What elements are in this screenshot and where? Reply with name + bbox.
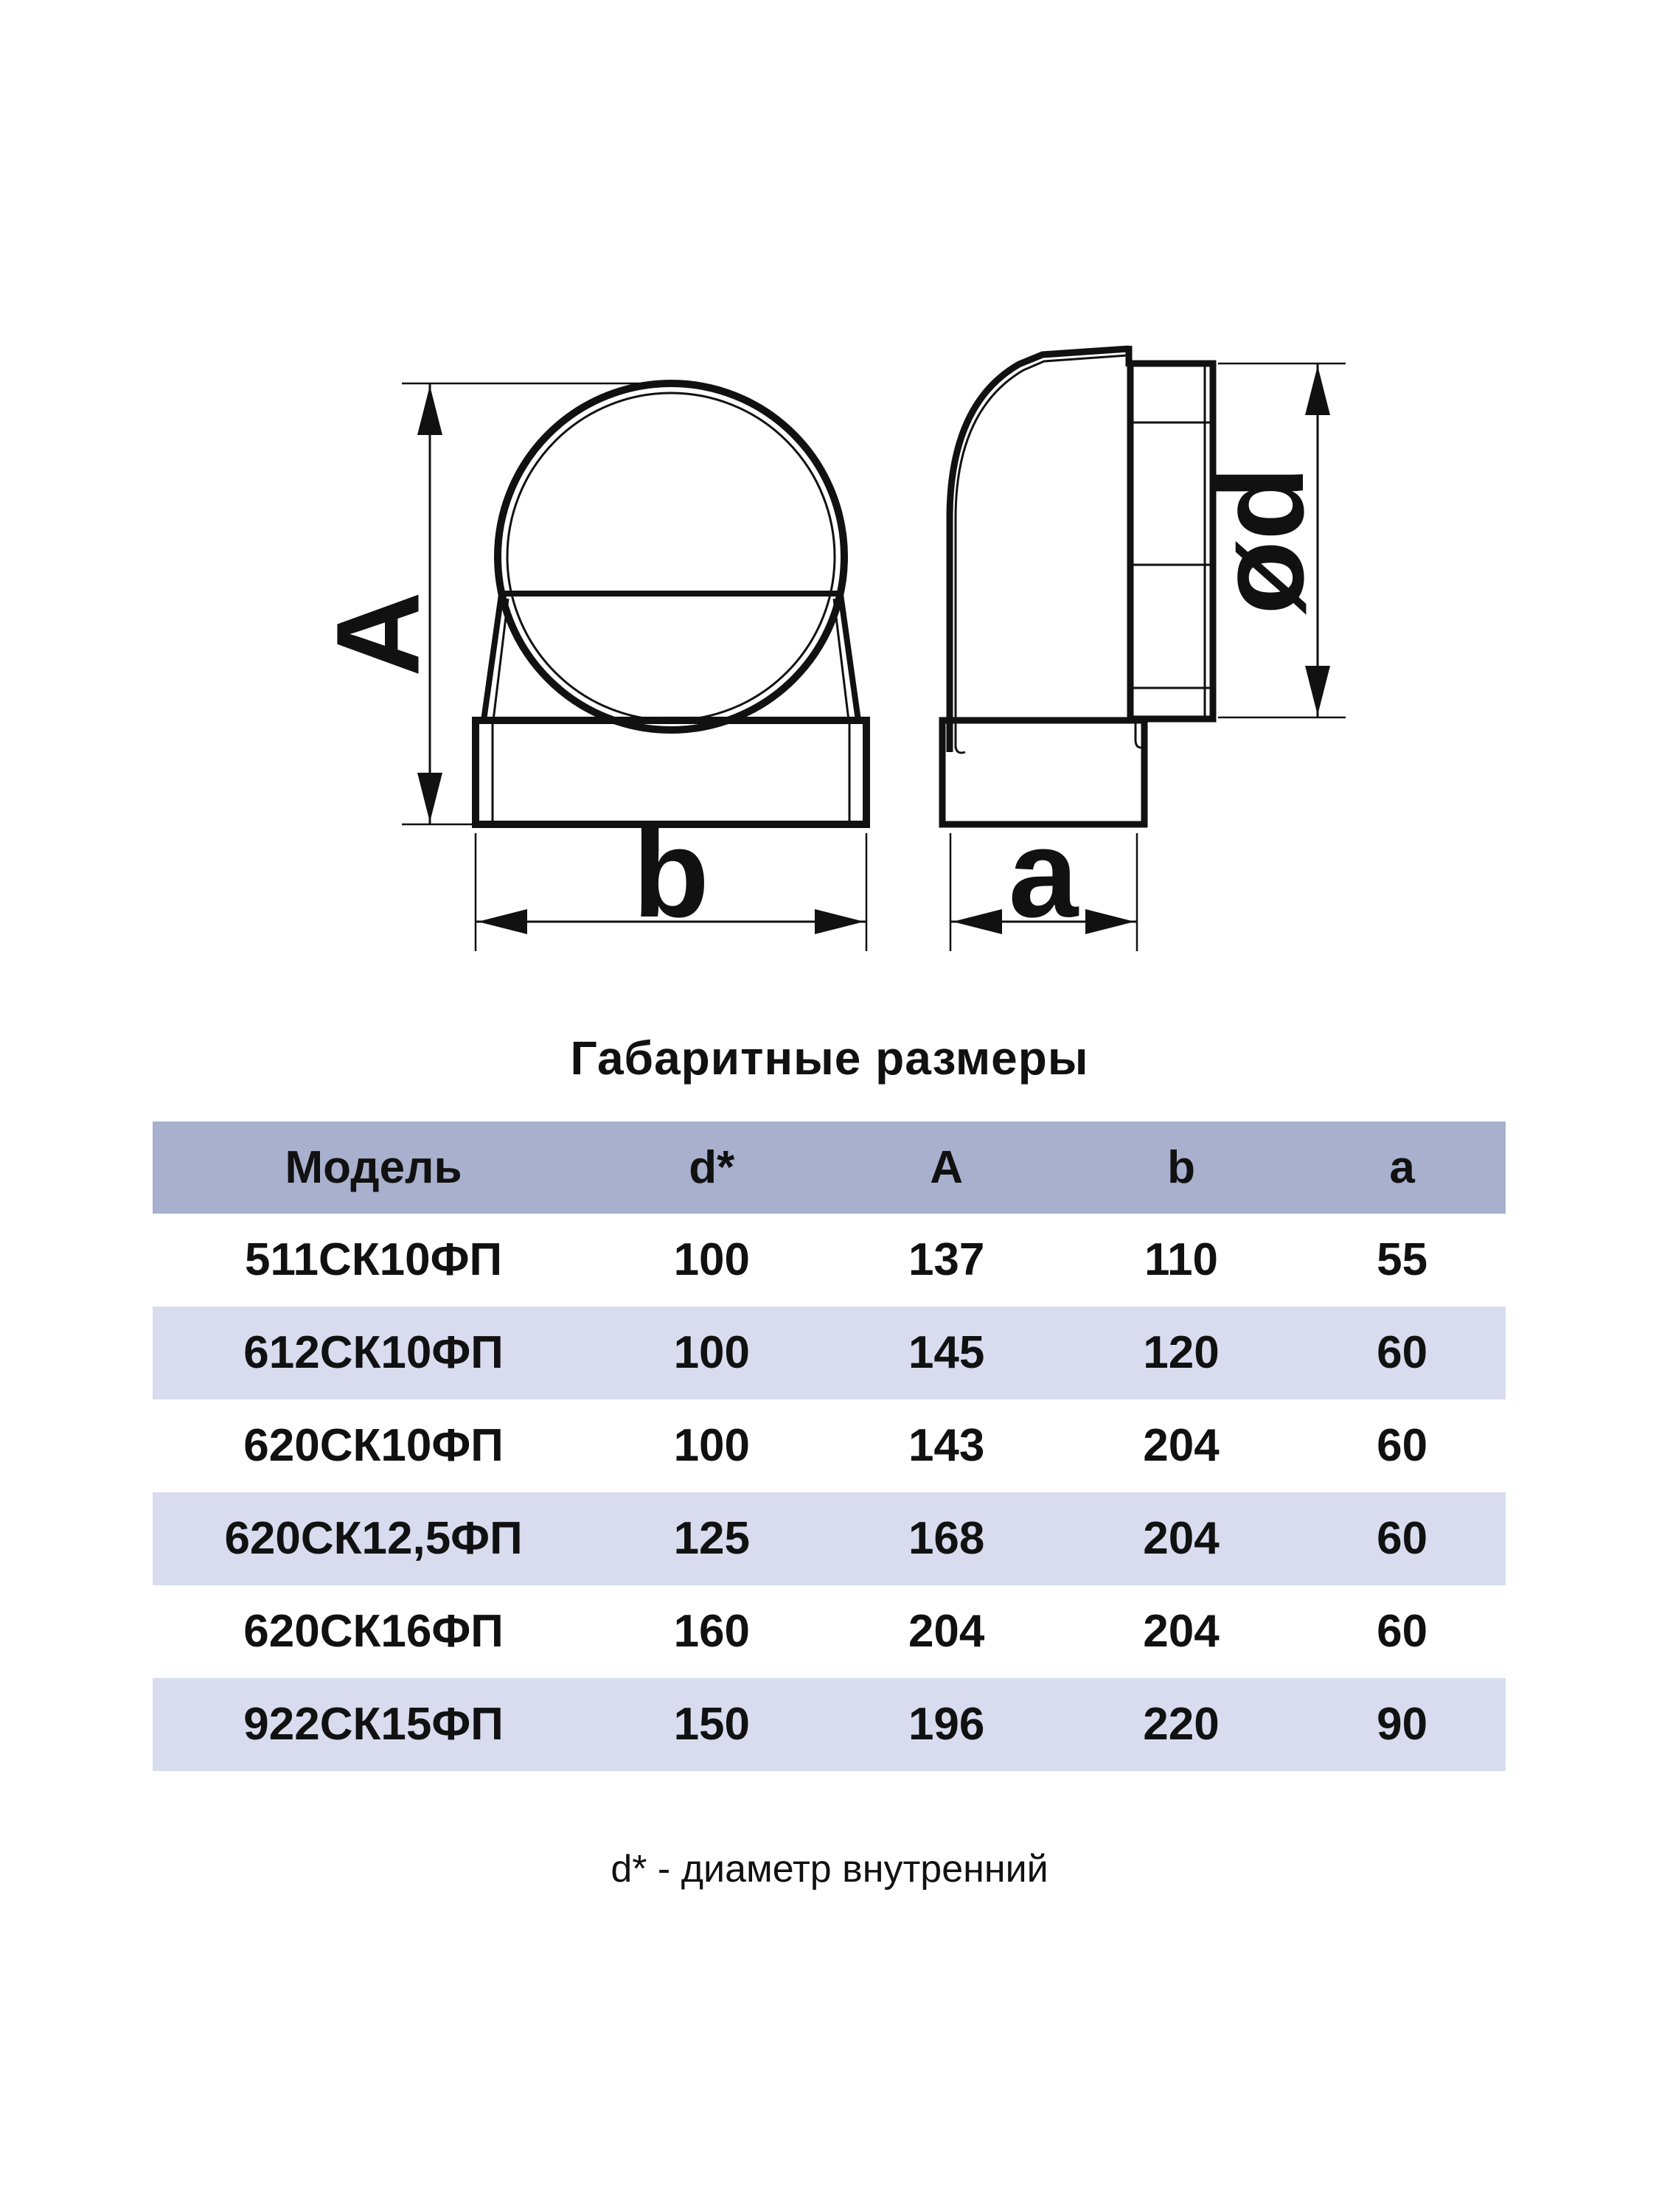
cell-model: 612СК10ФП [243,1327,504,1378]
section-title: Габаритные размеры [570,1032,1089,1085]
cell-model: 620СК12,5ФП [224,1513,523,1564]
column-header-d: d* [689,1142,735,1193]
dimensions-table [153,1121,1506,1771]
cell-b: 204 [1143,1513,1220,1564]
cell-model: 922СК15ФП [243,1699,504,1750]
dim-label-b: b [633,804,709,944]
cell-a: 60 [1377,1420,1428,1471]
footnote: d* - диаметр внутренний [611,1848,1048,1891]
column-header-model: Модель [285,1142,462,1193]
table-row [153,1399,1506,1492]
table-row [153,1585,1506,1678]
cell-a: 55 [1377,1234,1428,1285]
dim-label-od: ød [1193,466,1329,615]
cell-A: 168 [908,1513,985,1564]
cell-a: 60 [1377,1606,1428,1657]
front-transition-sides [484,594,858,720]
table-row [153,1678,1506,1771]
cell-d: 100 [673,1234,751,1285]
table-header-row [153,1121,1506,1214]
dim-label-A: A [311,591,444,677]
front-round-spigot [498,383,844,730]
cell-d: 160 [673,1606,751,1657]
column-header-a: a [1389,1142,1415,1193]
cell-b: 204 [1143,1606,1220,1657]
cell-d: 100 [673,1327,751,1378]
cell-d: 125 [673,1513,751,1564]
table-row [153,1492,1506,1585]
column-header-b: b [1167,1142,1195,1193]
cell-A: 137 [908,1234,985,1285]
cell-a: 90 [1377,1699,1428,1750]
cell-A: 204 [908,1606,985,1657]
side-elbow-body [950,346,1129,752]
cell-b: 110 [1144,1234,1219,1285]
cell-a: 60 [1377,1513,1428,1564]
cell-b: 220 [1143,1699,1220,1750]
cell-b: 120 [1143,1327,1220,1378]
column-header-A: A [930,1142,964,1193]
cell-model: 620СК10ФП [243,1420,504,1471]
cell-model: 620СК16ФП [243,1606,504,1657]
cell-a: 60 [1377,1327,1428,1378]
table-row [153,1307,1506,1399]
side-view [942,346,1346,951]
table-row [153,1214,1506,1307]
cell-model: 511СК10ФП [245,1234,503,1285]
dim-label-a: a [1008,804,1079,944]
cell-d: 150 [673,1699,751,1750]
cell-d: 100 [673,1420,751,1471]
cell-A: 143 [908,1420,985,1471]
cell-b: 204 [1143,1420,1220,1471]
front-view [312,383,867,951]
cell-A: 196 [908,1699,985,1750]
cell-A: 145 [908,1327,985,1378]
